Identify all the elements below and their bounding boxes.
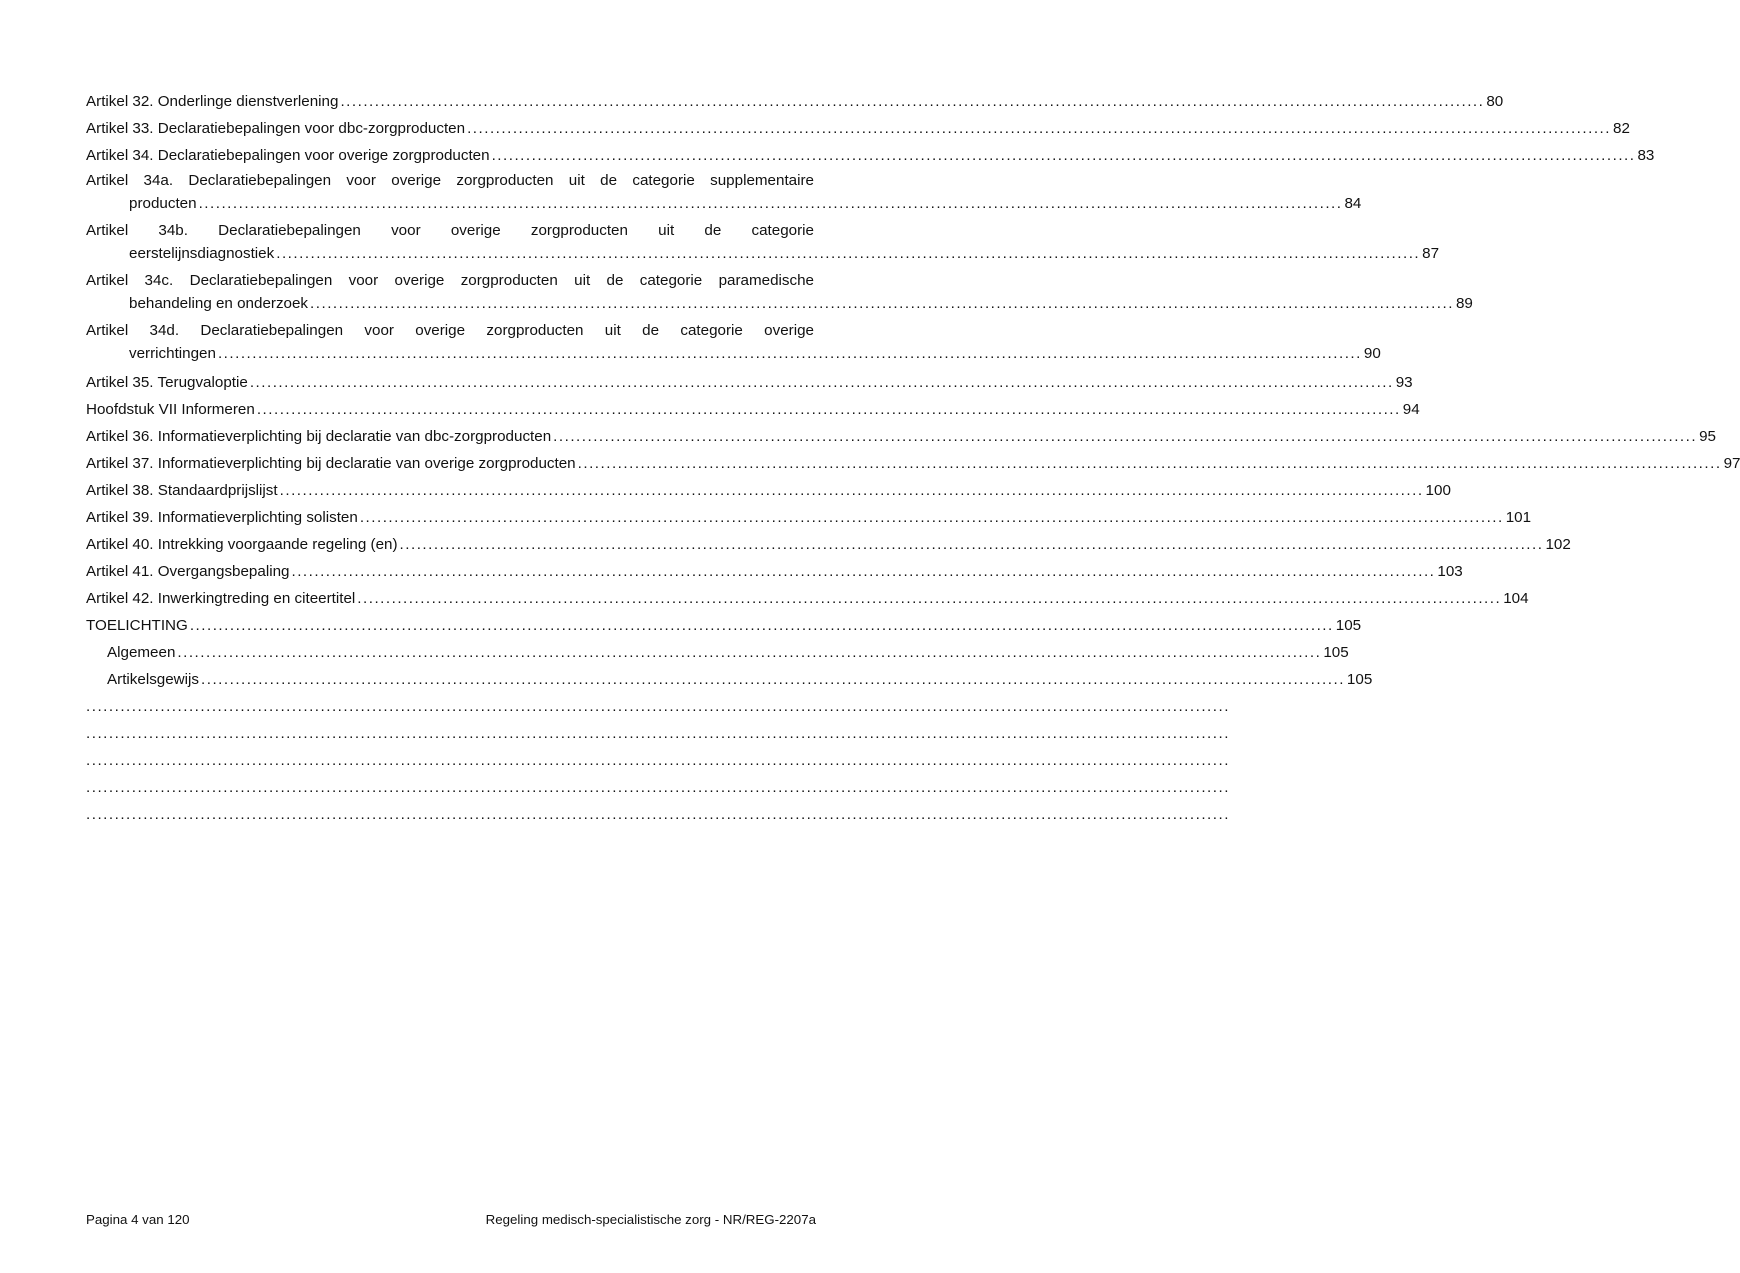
toc-entry-artikel-34[interactable] <box>86 142 1655 169</box>
toc-entry-title: Artikel 35. Terugvaloptie <box>86 374 248 391</box>
toc-entry-algemeen[interactable] <box>86 639 1349 666</box>
toc-leader-dots: ........................................................................................................................................................................................................ <box>399 536 1544 553</box>
toc-entry-page: 94 <box>1402 401 1420 418</box>
toc-leader-dots: ........................................................................................................................................................................................................ <box>276 245 1421 262</box>
toc-entry-title: Artikel 33. Declaratiebepalingen voor dbc-zorgproducten <box>86 120 466 137</box>
toc-entry-artikel-33[interactable] <box>86 115 1630 142</box>
toc-leader-dots: ........................................................................................................................................................................................................ <box>249 374 1394 391</box>
toc-entry-artikel-34c[interactable] <box>86 269 1473 319</box>
toc-entry-title: Artikel 37. Informatieverplichting bij declaratie van overige zorgproducten <box>86 455 576 472</box>
empty-dotted-line: ........................................................................................................................................................................................................ <box>86 806 1230 823</box>
toc-entry-page: 97 <box>1723 455 1740 472</box>
toc-entry-artikel-38[interactable] <box>86 477 1451 504</box>
empty-dotted-line: ........................................................................................................................................................................................................ <box>86 725 1230 742</box>
toc-leader-dots: ........................................................................................................................................................................................................ <box>279 482 1424 499</box>
toc-entry-page: 90 <box>1363 345 1381 362</box>
toc-entry-page: 83 <box>1637 147 1655 164</box>
toc-entry-title-line2: verrichtingen <box>129 345 216 362</box>
toc-entry-title: Artikel 32. Onderlinge dienstverlening <box>86 93 339 110</box>
toc-entry-page: 101 <box>1505 509 1532 526</box>
toc-entry-artikel-40[interactable] <box>86 531 1571 558</box>
toc-entry-artikel-34a[interactable] <box>86 169 1362 219</box>
toc-entry-title: Artikel 42. Inwerkingtreding en citeertitel <box>86 590 356 607</box>
toc-entry-title: Artikel 41. Overgangsbepaling <box>86 563 290 580</box>
toc-leader-dots: ........................................................................................................................................................................................................ <box>177 644 1322 661</box>
empty-dotted-line: ........................................................................................................................................................................................................ <box>86 752 1230 769</box>
toc-entry-artikelsgewijs[interactable] <box>86 666 1373 693</box>
toc-entry-artikel-36[interactable] <box>86 423 1716 450</box>
toc-entry-artikel-34d[interactable] <box>86 319 1381 369</box>
toc-entry-artikel-42[interactable] <box>86 585 1529 612</box>
toc-entry-title-line1: Artikel 34b. Declaratiebepalingen voor overige zorgproducten uit de categorie <box>86 222 814 239</box>
toc-entry-page: 104 <box>1503 590 1529 607</box>
toc-leader-dots: ........................................................................................................................................................................................................ <box>256 401 1401 418</box>
toc-entry-hoofdstuk-vii[interactable] <box>86 396 1420 423</box>
toc-entry-title: TOELICHTING <box>86 617 188 634</box>
toc-entry-artikel-34b[interactable] <box>86 219 1440 269</box>
toc-leader-dots: ........................................................................................................................................................................................................ <box>291 563 1436 580</box>
toc-entry-page: 103 <box>1437 563 1463 580</box>
toc-entry-artikel-39[interactable] <box>86 504 1532 531</box>
toc-leader-dots: ........................................................................................................................................................................................................ <box>553 428 1698 445</box>
empty-dotted-line: ........................................................................................................................................................................................................ <box>86 779 1230 796</box>
toc-entry-title: Artikel 39. Informatieverplichting solisten <box>86 509 358 526</box>
page-footer <box>86 1212 816 1227</box>
toc-leader-dots: ........................................................................................................................................................................................................ <box>340 93 1485 110</box>
toc-entry-title: Artikel 38. Standaardprijslijst <box>86 482 278 499</box>
toc-entry-title-line1: Artikel 34d. Declaratiebepalingen voor overige zorgproducten uit de categorie overige <box>86 322 814 339</box>
toc-leader-dots: ........................................................................................................................................................................................................ <box>310 295 1454 312</box>
toc-entry-page: 80 <box>1486 93 1504 110</box>
toc-entry-page: 93 <box>1395 374 1413 391</box>
empty-dotted-line: ........................................................................................................................................................................................................ <box>86 698 1230 715</box>
toc-leader-dots: ........................................................................................................................................................................................................ <box>491 147 1636 164</box>
toc-leader-dots: ........................................................................................................................................................................................................ <box>467 120 1611 137</box>
toc-leader-dots: ........................................................................................................................................................................................................ <box>577 455 1722 472</box>
toc-entry-artikel-35[interactable] <box>86 369 1413 396</box>
table-of-contents <box>86 88 1740 828</box>
toc-entry-title: Artikel 40. Intrekking voorgaande regeling (en) <box>86 536 398 553</box>
toc-entry-title-line2: eerstelijnsdiagnostiek <box>129 245 275 262</box>
toc-entry-page: 105 <box>1323 644 1349 661</box>
toc-entry-title: Algemeen <box>107 644 176 661</box>
toc-leader-dots: ........................................................................................................................................................................................................ <box>359 509 1504 526</box>
toc-entry-title: Hoofdstuk VII Informeren <box>86 401 255 418</box>
toc-entry-page: 95 <box>1699 428 1716 445</box>
toc-leader-dots: ........................................................................................................................................................................................................ <box>201 671 1345 688</box>
toc-entry-title: Artikel 36. Informatieverplichting bij declaratie van dbc-zorgproducten <box>86 428 552 445</box>
toc-entry-title-line2: behandeling en onderzoek <box>129 295 309 312</box>
toc-entry-artikel-32[interactable] <box>86 88 1504 115</box>
toc-entry-page: 102 <box>1545 536 1571 553</box>
toc-entry-title: Artikel 34. Declaratiebepalingen voor overige zorgproducten <box>86 147 490 164</box>
toc-entry-artikel-41[interactable] <box>86 558 1463 585</box>
toc-entry-page: 105 <box>1346 671 1373 688</box>
toc-entry-page: 82 <box>1613 120 1630 137</box>
toc-entry-artikel-37[interactable] <box>86 450 1740 477</box>
toc-entry-title-line1: Artikel 34c. Declaratiebepalingen voor overige zorgproducten uit de categorie paramedische <box>86 272 814 289</box>
toc-leader-dots: ........................................................................................................................................................................................................ <box>357 590 1502 607</box>
toc-entry-page: 89 <box>1455 295 1473 312</box>
toc-entry-toelichting[interactable] <box>86 612 1362 639</box>
toc-entry-page: 87 <box>1422 245 1440 262</box>
toc-entry-page: 105 <box>1335 617 1362 634</box>
toc-entry-page: 100 <box>1425 482 1451 499</box>
page-number: Pagina 4 van 120 <box>86 1212 190 1227</box>
toc-leader-dots: ........................................................................................................................................................................................................ <box>198 195 1343 212</box>
document-title: Regeling medisch-specialistische zorg - NR/REG-2207a <box>485 1212 816 1227</box>
toc-leader-dots: ........................................................................................................................................................................................................ <box>217 345 1362 362</box>
toc-entry-page: 84 <box>1344 195 1362 212</box>
toc-entry-title-line2: producten <box>129 195 197 212</box>
toc-entry-title-line1: Artikel 34a. Declaratiebepalingen voor overige zorgproducten uit de categorie supplementaire <box>86 172 814 189</box>
toc-entry-title: Artikelsgewijs <box>107 671 199 688</box>
toc-leader-dots: ........................................................................................................................................................................................................ <box>189 617 1334 634</box>
